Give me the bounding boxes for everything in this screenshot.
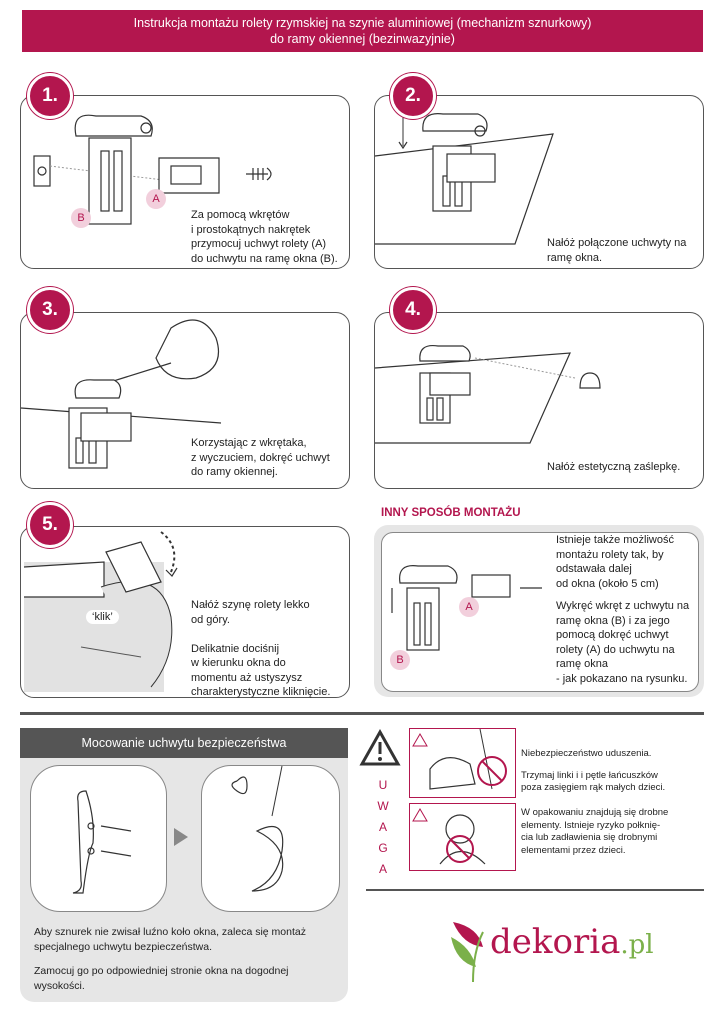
brand-logo: [490, 922, 654, 962]
step-2-caption: Nałóż połączone uchwyty na ramę okna.: [547, 237, 687, 264]
alt-text-1: Istnieje także możliwość montażu rolety tak, by odstawała dalej od okna (około 5 cm): [556, 534, 674, 590]
click-label: ‘klik’: [86, 610, 119, 624]
child-with-cord-illustration: [410, 729, 515, 797]
step-3-caption: Korzystając z wkrętaka, z wyczuciem, dokręć uchwyt do ramy okiennej.: [191, 437, 330, 478]
child-swallowing-illustration: [410, 804, 515, 870]
step-3-panel: [20, 312, 350, 489]
alt-text-2: Wykręć wkręt z uchwytu na ramę okna (B) i za jego pomocą dokręć uchwyt rolety (A) do uchwytu na ramę okna - jak pokazano na rysunku.: [556, 600, 690, 685]
step-4-panel: [374, 312, 704, 489]
cleat-with-cord-illustration: [202, 766, 339, 911]
section-divider: [20, 712, 704, 715]
step-4-badge: 4.: [390, 287, 436, 333]
step-4-caption: Nałóż estetyczną zaślepkę.: [547, 461, 681, 473]
warning-triangle-icon: [360, 730, 400, 766]
label-b: B: [71, 208, 91, 228]
step-5-caption: Nałóż szynę rolety lekko od góry. Delikatnie dociśnij w kierunku okna do momentu aż ustyszysz charakterystyczne kliknięcie.: [191, 599, 331, 698]
step-1-badge: 1.: [27, 73, 73, 119]
warning-text-2: W opakowaniu znajdują się drobne elementy. Istnieje ryzyko połknię- cia lub zadławienia się drobnymi elementami przez dzieci.: [521, 807, 669, 856]
step-2-panel: [374, 95, 704, 269]
page-header: [22, 10, 703, 52]
step-1-caption: Za pomocą wkrętów i prostokątnych nakrętek przymocuj uchwyt rolety (A) do uchwytu na ramę okna (B).: [191, 209, 338, 265]
label-a: A: [146, 189, 166, 209]
warning-image-2: [409, 803, 516, 871]
header-line-1: Instrukcja montażu rolety rzymskiej na szynie aluminiowej (mechanizm sznurkowy): [133, 16, 592, 30]
alt-label-b: B: [390, 650, 410, 670]
warning-divider: [366, 889, 704, 891]
arrow-right-icon: [174, 828, 188, 846]
step-1-panel: [20, 95, 350, 269]
alt-label-a: A: [459, 597, 479, 617]
warning-text-1: Niebezpieczeństwo uduszenia. Trzymaj linki i i pętle łańcuszków poza zasięgiem rąk małych dzieci.: [521, 748, 666, 793]
header-line-2: do ramy okiennej (bezinwazyjnie): [270, 32, 455, 46]
step-5-panel: [20, 526, 350, 698]
step-5-badge: 5.: [27, 502, 73, 548]
safety-text-1: Aby sznurek nie zwisał luźno koło okna, zaleca się montaż specjalnego uchwytu bezpieczeństwa.: [34, 926, 306, 953]
step-2-badge: 2.: [390, 73, 436, 119]
cleat-with-screws-illustration: [31, 766, 166, 911]
warning-image-1: [409, 728, 516, 798]
safety-illustration-1: [30, 765, 167, 912]
brand-name: dekoria: [490, 922, 621, 962]
warning-word: U W A G A: [377, 778, 389, 876]
alt-title: INNY SPOSÓB MONTAŻU: [381, 507, 521, 519]
step-3-badge: 3.: [27, 287, 73, 333]
brand-suffix: .pl: [620, 930, 654, 960]
safety-text-2: Zamocuj go po odpowiedniej stronie okna na dogodnej wysokości.: [34, 965, 289, 992]
safety-title: Mocowanie uchwytu bezpieczeństwa: [20, 728, 348, 758]
safety-illustration-2: [201, 765, 340, 912]
